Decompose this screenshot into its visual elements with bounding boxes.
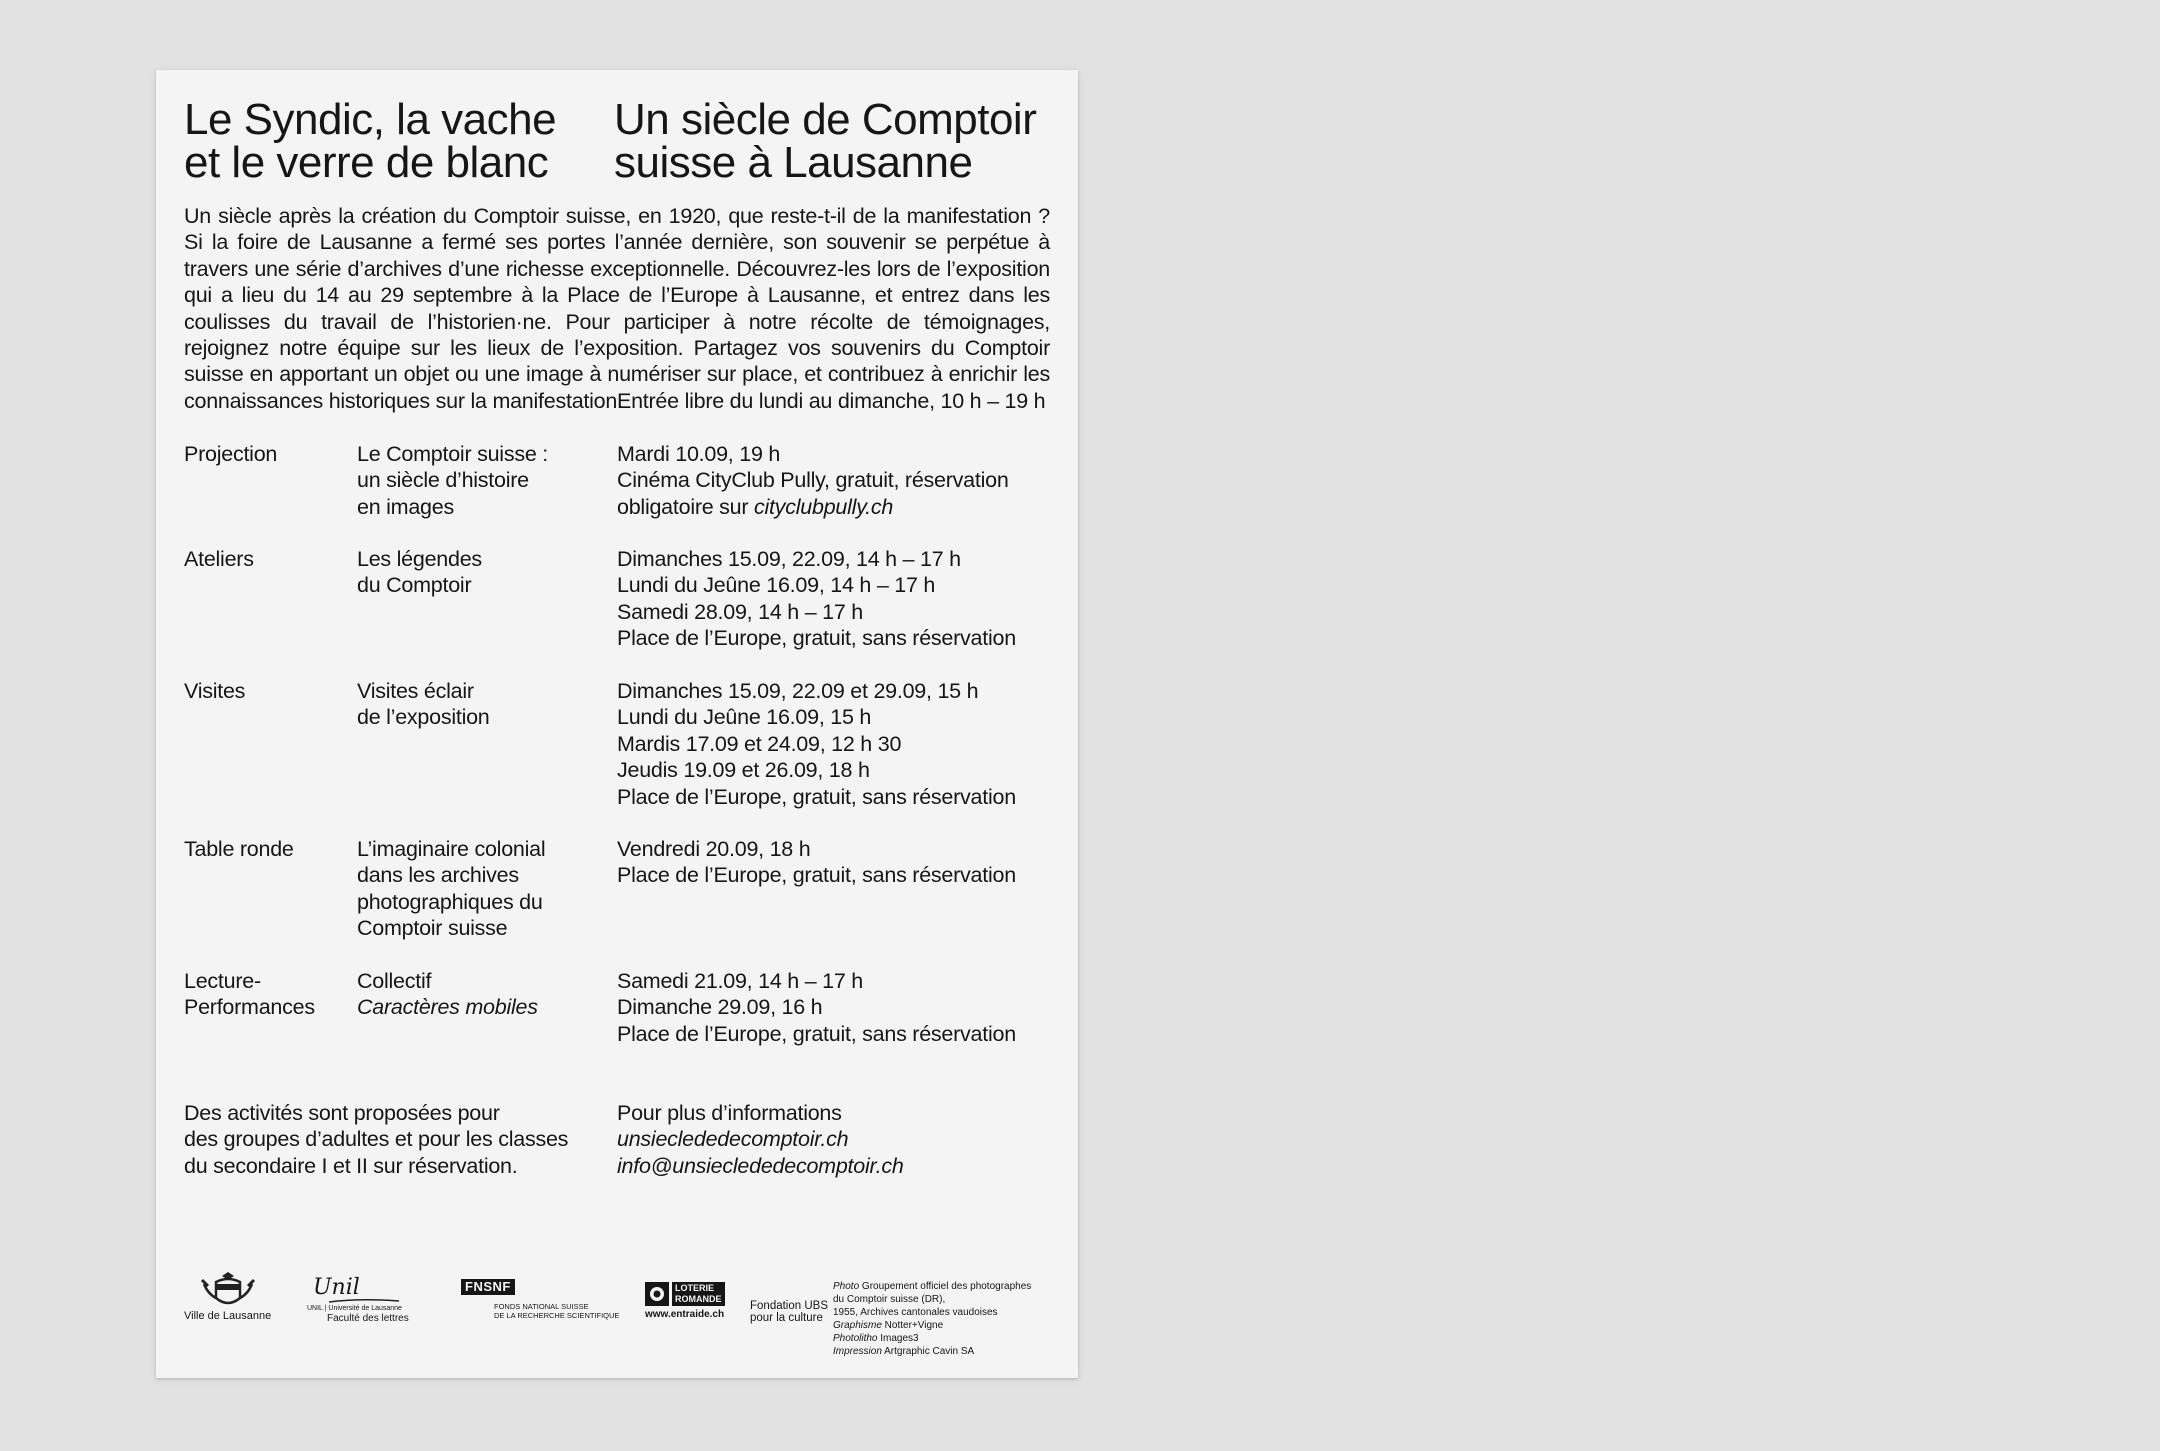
unil-logo: Unil UNIL | Université de Lausanne Faculté des lettres [307, 1275, 409, 1324]
program-title: Le Comptoir suisse : un siècle d’histoire en images [357, 442, 548, 519]
fns-logo: FNSNF FONDS NATIONAL SUISSE DE LA RECHERCHE SCIENTIFIQUE [461, 1278, 619, 1320]
loterie-romande-logo: LOTERIE ROMANDE www.entraide.ch [645, 1283, 725, 1320]
program-category: Projection [184, 442, 278, 466]
program-category: Visites [184, 679, 246, 703]
groups-note: Des activités sont proposées pour des groupes d’adultes et pour les classes du secondaire I et II sur réservation. [184, 1101, 569, 1178]
program-details: Mardi 10.09, 19 h Cinéma CityClub Pully, gratuit, réservation obligatoire sur cityclubpully.ch [617, 442, 1009, 519]
website-link[interactable]: unsieclededecomptoir.ch [617, 1127, 849, 1152]
program-category: Table ronde [184, 837, 294, 861]
program-category: Ateliers [184, 547, 254, 571]
contact-info: Pour plus d’informations unsieclededecomptoir.ch info@unsieclededecomptoir.ch [617, 1101, 904, 1178]
ubs-logo: Fondation UBS pour la culture [750, 1300, 828, 1324]
cityclub-link[interactable]: cityclubpully.ch [754, 494, 894, 519]
program-details: Vendredi 20.09, 18 h Place de l’Europe, gratuit, sans réservation [617, 837, 1016, 888]
poster [156, 70, 1078, 1378]
loterie-wordmark: LOTERIE ROMANDE [672, 1282, 725, 1306]
program-title: Collectif Caractères mobiles [357, 969, 538, 1020]
intro-paragraph: Un siècle après la création du Comptoir suisse, en 1920, que reste-t-il de la manifestation ? Si la foire de Lausanne a fermé ses portes l’année dernière, son souvenir se perpétue à travers une série d’archives d’une richesse exceptionnelle. Découvrez-les lors de l’exposition qui a lieu du 14 au 29 septembre à la Place de l’Europe à Lausanne, et entrez dans les coulisses du travail de l’historien·ne. Pour participer à notre récolte de témoignages, rejoignez notre équipe sur les lieux de l’exposition. Partagez vos souvenirs du Comptoir suisse en apportant un objet ou une image à numériser sur place, et contribuez à enrichir les connaissances historiques sur la manifestation. [184, 204, 1050, 413]
program-title: Visites éclair de l’exposition [357, 679, 490, 730]
fns-mark: FNSNF [461, 1279, 515, 1295]
email-link[interactable]: info@unsieclededecomptoir.ch [617, 1153, 904, 1178]
title-left: Le Syndic, la vache et le verre de blanc [184, 95, 557, 187]
opening-hours: Entrée libre du lundi au dimanche, 10 h – 19 h [617, 389, 1046, 413]
loterie-circle-icon [645, 1282, 669, 1306]
program-title: Les légendes du Comptoir [357, 547, 482, 598]
program-details: Dimanches 15.09, 22.09 et 29.09, 15 h Lundi du Jeûne 16.09, 15 h Mardis 17.09 et 24.09, 12 h 30 Jeudis 19.09 et 26.09, 18 h Place de l’Europe, gratuit, sans réservation [617, 679, 1016, 809]
title-right: Un siècle de Comptoir suisse à Lausanne [614, 95, 1037, 187]
program-details: Samedi 21.09, 14 h – 17 h Dimanche 29.09, 16 h Place de l’Europe, gratuit, sans réservation [617, 969, 1016, 1046]
credits: Photo Groupement officiel des photographes du Comptoir suisse (DR), 1955, Archives cantonales vaudoises Graphisme Notter+Vigne Photolitho Images3 Impression Artgraphic Cavin SA [833, 1281, 1032, 1357]
unil-script: Unil [313, 1275, 360, 1300]
program-details: Dimanches 15.09, 22.09, 14 h – 17 h Lundi du Jeûne 16.09, 14 h – 17 h Samedi 28.09, 14 h – 17 h Place de l’Europe, gratuit, sans réservation [617, 547, 1016, 651]
program-category: Lecture- Performances [184, 969, 315, 1020]
lausanne-crest-icon [198, 1270, 258, 1308]
program-title: L’imaginaire colonial dans les archives photographiques du Comptoir suisse [357, 837, 546, 941]
lausanne-logo: Ville de Lausanne [184, 1270, 284, 1322]
